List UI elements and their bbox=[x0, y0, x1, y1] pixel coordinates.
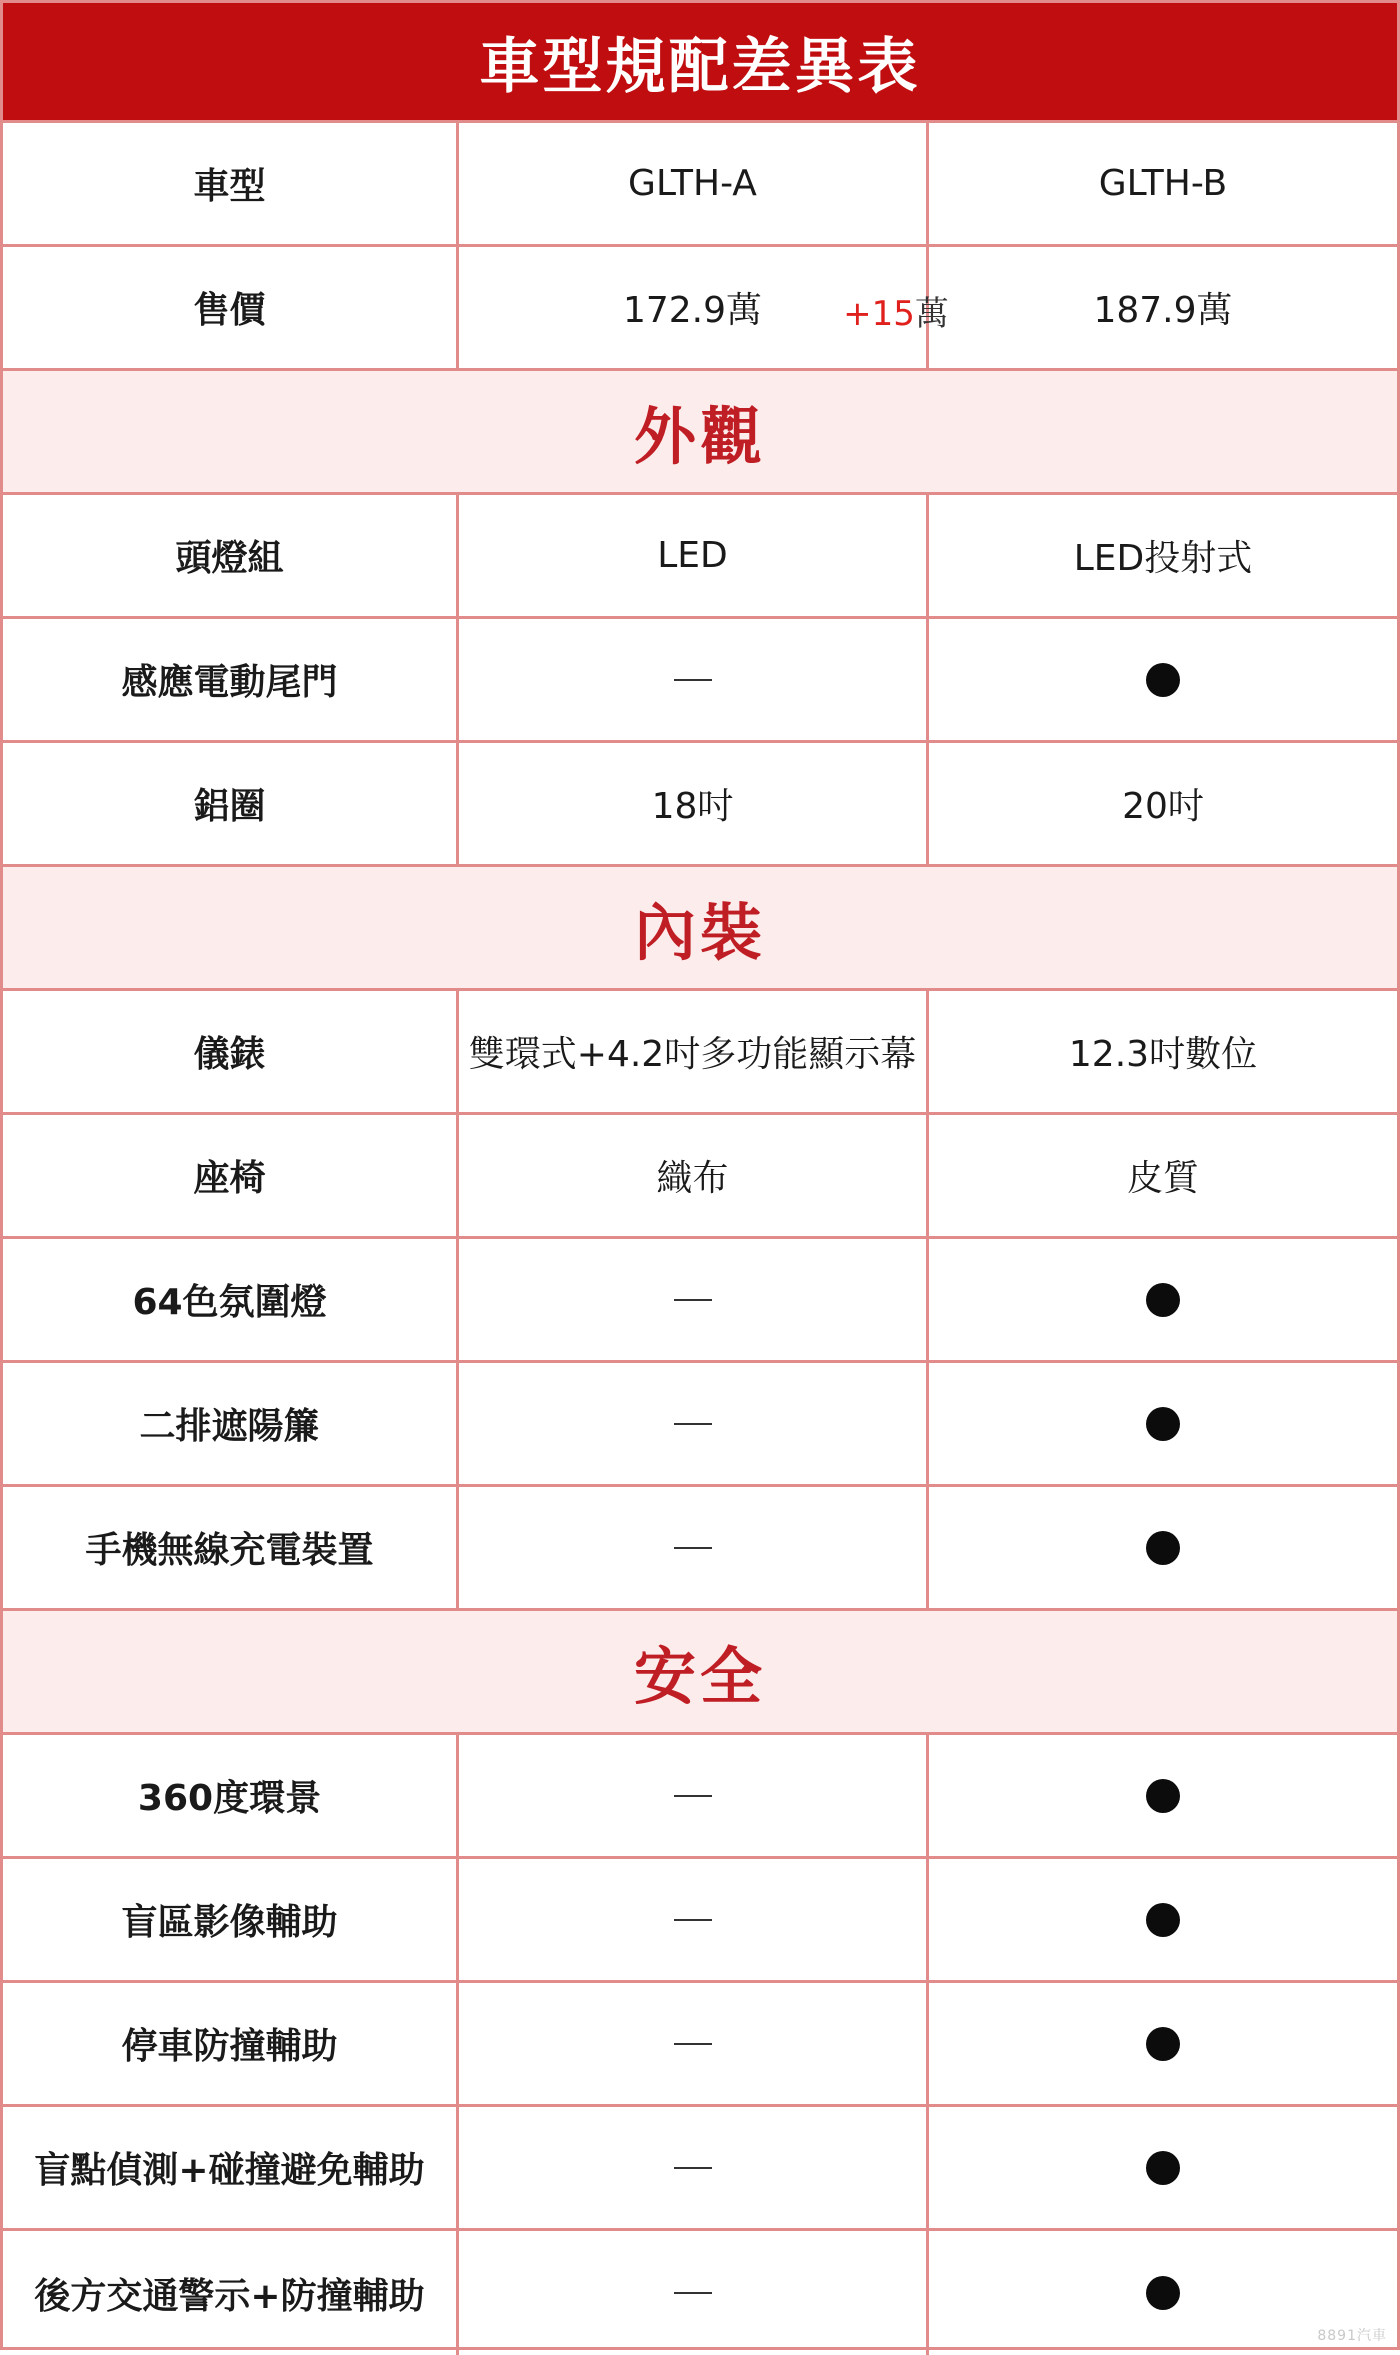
not-equipped-dash-icon bbox=[674, 1919, 712, 1921]
model-label: 車型 bbox=[3, 123, 459, 244]
table-row bbox=[3, 743, 1397, 867]
table-row bbox=[3, 1363, 1397, 1487]
row-label: 360度環景 bbox=[3, 1735, 459, 1856]
row-label: 停車防撞輔助 bbox=[3, 1983, 459, 2104]
not-equipped-dash-icon bbox=[674, 679, 712, 681]
row-value-a: 織布 bbox=[459, 1115, 929, 1236]
row-value-a bbox=[459, 2107, 929, 2228]
equipped-dot-icon bbox=[1146, 1283, 1180, 1317]
row-label: 頭燈組 bbox=[3, 495, 459, 616]
row-value-a bbox=[459, 1487, 929, 1608]
price-label: 售價 bbox=[3, 247, 459, 368]
row-value-b: LED投射式 bbox=[1073, 538, 1253, 579]
row-label: 儀錶 bbox=[3, 991, 459, 1112]
equipped-dot-icon bbox=[1146, 2276, 1180, 2310]
table-row bbox=[3, 495, 1397, 619]
not-equipped-dash-icon bbox=[674, 1795, 712, 1797]
not-equipped-dash-icon bbox=[674, 2292, 712, 2294]
equipped-dot-icon bbox=[1146, 2027, 1180, 2061]
row-value-b bbox=[929, 1363, 1397, 1484]
row-value-b bbox=[929, 1239, 1397, 1360]
row-label: 64色氛圍燈 bbox=[3, 1239, 459, 1360]
table-row bbox=[3, 1115, 1397, 1239]
section-header: 外觀 bbox=[3, 371, 1397, 495]
row-value-b: 12.3吋數位 bbox=[1068, 1034, 1258, 1075]
row-label: 感應電動尾門 bbox=[3, 619, 459, 740]
table-row bbox=[3, 1983, 1397, 2107]
row-value-a: LED bbox=[459, 495, 929, 616]
row-label: 盲點偵測+碰撞避免輔助 bbox=[3, 2107, 459, 2228]
row-value-a bbox=[459, 1735, 929, 1856]
row-value-b bbox=[929, 619, 1397, 740]
row-value-b: 20吋 bbox=[1122, 786, 1204, 827]
row-value-b bbox=[929, 1487, 1397, 1608]
section-header: 內裝 bbox=[3, 867, 1397, 991]
table-row bbox=[3, 1735, 1397, 1859]
model-a: GLTH-A bbox=[459, 123, 929, 244]
row-label: 盲區影像輔助 bbox=[3, 1859, 459, 1980]
equipped-dot-icon bbox=[1146, 1531, 1180, 1565]
watermark: 8891汽車 bbox=[1317, 2328, 1387, 2344]
row-value-b bbox=[929, 1859, 1397, 1980]
equipped-dot-icon bbox=[1146, 1407, 1180, 1441]
row-value-b: 皮質 bbox=[1126, 1158, 1199, 1199]
equipped-dot-icon bbox=[1146, 663, 1180, 697]
price-diff-label: +15萬 bbox=[843, 294, 949, 334]
row-value-b bbox=[929, 1983, 1397, 2104]
row-value-b bbox=[929, 2107, 1397, 2228]
not-equipped-dash-icon bbox=[674, 1547, 712, 1549]
model-row bbox=[3, 123, 1397, 247]
table-row bbox=[3, 2231, 1397, 2355]
not-equipped-dash-icon bbox=[674, 1299, 712, 1301]
table-row bbox=[3, 1487, 1397, 1611]
model-b: GLTH-B bbox=[1098, 163, 1228, 204]
row-value-a bbox=[459, 1983, 929, 2104]
price-b: 187.9萬 bbox=[1093, 290, 1233, 331]
equipped-dot-icon bbox=[1146, 1903, 1180, 1937]
row-label: 鋁圈 bbox=[3, 743, 459, 864]
price-row bbox=[3, 247, 1397, 371]
row-value-b bbox=[929, 1735, 1397, 1856]
table-row bbox=[3, 619, 1397, 743]
row-label: 手機無線充電裝置 bbox=[3, 1487, 459, 1608]
row-label: 座椅 bbox=[3, 1115, 459, 1236]
row-value-a: 18吋 bbox=[459, 743, 929, 864]
sections bbox=[3, 371, 1397, 2355]
row-value-a bbox=[459, 1363, 929, 1484]
table-row bbox=[3, 1859, 1397, 1983]
equipped-dot-icon bbox=[1146, 2151, 1180, 2185]
equipped-dot-icon bbox=[1146, 1779, 1180, 1813]
row-value-a bbox=[459, 619, 929, 740]
table-row bbox=[3, 1239, 1397, 1363]
not-equipped-dash-icon bbox=[674, 2043, 712, 2045]
not-equipped-dash-icon bbox=[674, 2167, 712, 2169]
row-value-a: 雙環式+4.2吋多功能顯示幕 bbox=[459, 991, 929, 1112]
table-title: 車型規配差異表 bbox=[3, 3, 1397, 123]
row-value-a bbox=[459, 2231, 929, 2355]
price-a-value: 172.9萬 bbox=[622, 290, 763, 331]
row-value-a bbox=[459, 1859, 929, 1980]
not-equipped-dash-icon bbox=[674, 1423, 712, 1425]
section-header: 安全 bbox=[3, 1611, 1397, 1735]
row-label: 後方交通警示+防撞輔助 bbox=[3, 2231, 459, 2355]
row-value-a bbox=[459, 1239, 929, 1360]
table-row bbox=[3, 2107, 1397, 2231]
table-row bbox=[3, 991, 1397, 1115]
row-label: 二排遮陽簾 bbox=[3, 1363, 459, 1484]
